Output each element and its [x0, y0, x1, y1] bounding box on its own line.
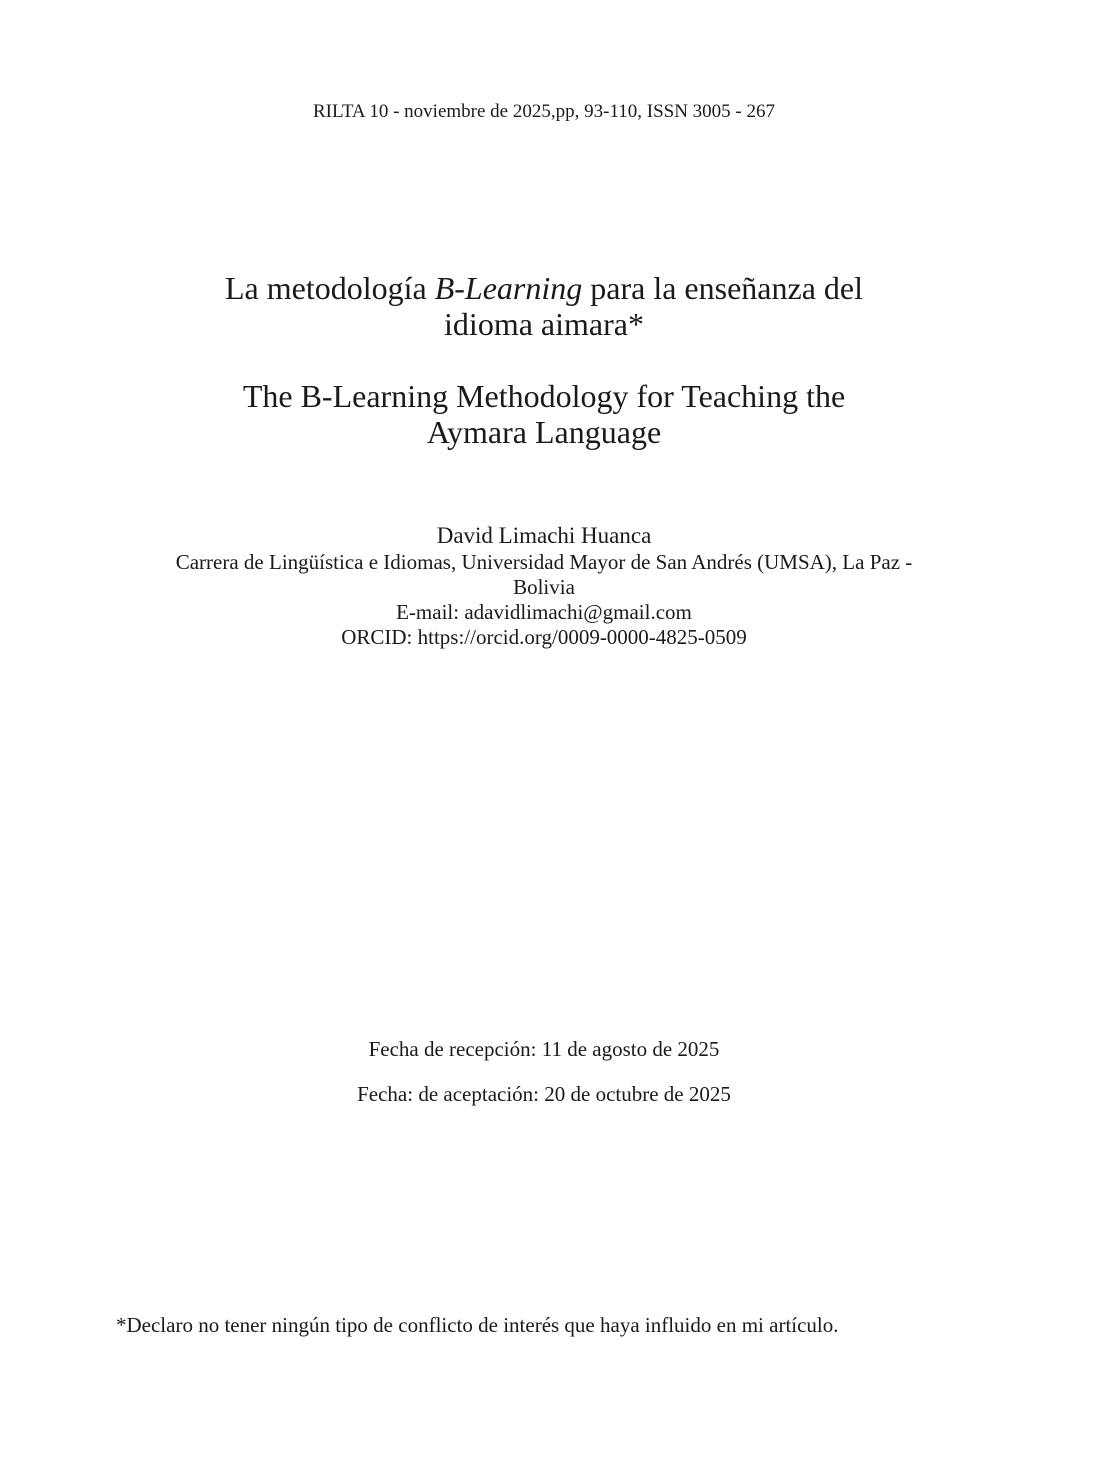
- author-name: David Limachi Huanca: [436, 523, 652, 548]
- conflict-of-interest-footnote: *Declaro no tener ningún tipo de conflicto de interés que haya influido en mi artículo.: [116, 1313, 839, 1337]
- running-header: RILTA 10 - noviembre de 2025,pp, 93-110, ISSN 3005 - 267: [312, 101, 775, 122]
- author-orcid: ORCID: https://orcid.org/0009-0000-4825-0509: [341, 625, 747, 649]
- title-spanish-italic-term: B-Learning: [434, 270, 583, 306]
- title-spanish-pre: La metodología: [225, 270, 435, 306]
- title-english-line-2: Aymara Language: [426, 414, 662, 450]
- title-spanish-line-2: idioma aimara*: [444, 306, 644, 342]
- title-english: [0, 378, 1088, 450]
- date-received: Fecha de recepción: 11 de agosto de 2025: [368, 1037, 720, 1061]
- author-affiliation-line-1: Carrera de Lingüística e Idiomas, Universidad Mayor de San Andrés (UMSA), La Paz -: [175, 550, 913, 574]
- title-spanish: [0, 270, 1088, 342]
- title-english-line-1: The B-Learning Methodology for Teaching the: [242, 378, 846, 414]
- author-email: E-mail: adavidlimachi@gmail.com: [396, 600, 692, 624]
- author-affiliation-line-2: Bolivia: [513, 575, 575, 599]
- date-accepted: Fecha: de aceptación: 20 de octubre de 2025: [357, 1082, 731, 1106]
- author-block: [0, 522, 1088, 650]
- title-spanish-line-1: [0, 270, 1088, 306]
- title-spanish-post: para la enseñanza del: [582, 270, 863, 306]
